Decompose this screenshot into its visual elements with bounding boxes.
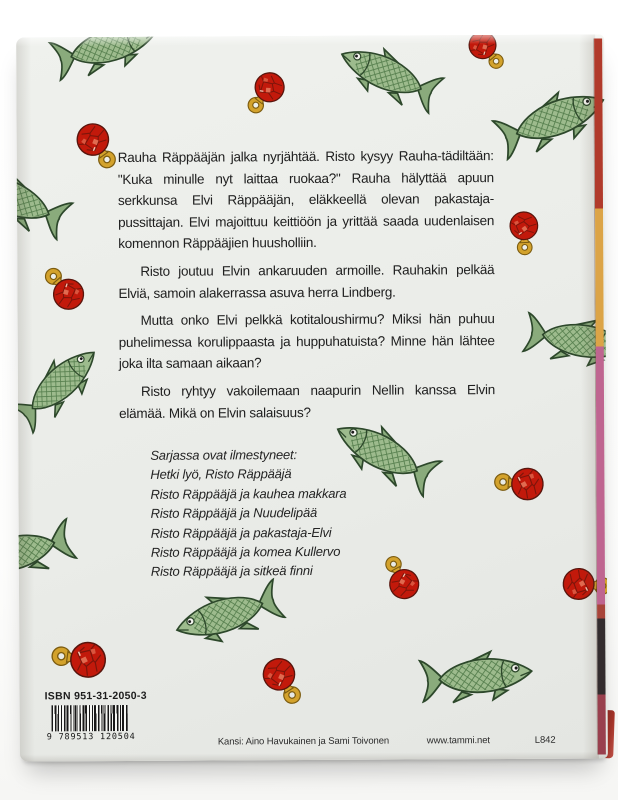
barcode-digits: 9 789513 120504 <box>46 731 136 743</box>
edge-segment-orange <box>595 208 604 346</box>
book-back-cover <box>16 34 608 761</box>
publisher-website: www.tammi.net <box>426 735 490 747</box>
series-title: Risto Räppääjä ja sitkeä finni <box>150 563 313 580</box>
cover-credits: Kansi: Aino Havukainen ja Sami Toivonen <box>217 735 390 748</box>
ornament-icon <box>235 62 295 124</box>
edge-segment-maroon <box>598 694 606 754</box>
fish-icon <box>417 644 537 708</box>
series-title: Risto Räppääjä ja kauhea makkara <box>150 485 347 502</box>
blurb-paragraph: Risto ryhtyy vakoilemaan naapurin Nellin kanssa Elvin elämää. Mikä on Elvin salaisuus? <box>119 381 495 421</box>
series-title: Hetki lyö, Risto Räppääjä <box>150 466 292 483</box>
ornament-icon <box>48 632 112 684</box>
fish-icon <box>16 153 77 246</box>
series-title: Risto Räppääjä ja Nuudelipää <box>150 505 318 522</box>
series-heading: Sarjassa ovat ilmestyneet: <box>150 447 297 463</box>
barcode-bars <box>52 705 128 731</box>
isbn-label: ISBN 951-31-2050-3 <box>44 689 147 703</box>
blurb-paragraph: Mutta onko Elvi pelkkä kotitaloushirmu? Miksi hän puhuu puhelimessa korulippaasta ja huppuhatuista? Minne hän lähtee joka ilta samaan aikaan? <box>118 311 495 372</box>
ornament-icon <box>33 257 96 321</box>
fish-icon <box>166 573 288 656</box>
print-code: L842 <box>534 734 556 746</box>
edge-segment-dark <box>597 618 605 694</box>
series-list <box>150 444 451 581</box>
footer-line <box>20 731 608 751</box>
edge-segment-pink <box>596 346 605 604</box>
bottom-edge-shading <box>20 751 608 761</box>
fish-icon <box>329 34 448 119</box>
ornament-icon <box>251 647 314 714</box>
cover-edge-strip <box>593 38 606 754</box>
ornament-icon <box>458 34 514 78</box>
edge-segment-rust <box>597 604 605 618</box>
fish-icon <box>16 512 79 592</box>
fish-icon <box>46 34 166 86</box>
blurb-paragraph: Risto joutuu Elvin ankaruuden armoille. Rauhakin pelkää Elviä, samoin alakerrassa asuva herra Lindberg. <box>118 262 495 301</box>
edge-segment-red <box>594 38 603 208</box>
series-title: Risto Räppääjä ja komea Kullervo <box>150 543 341 560</box>
ornament-icon <box>492 461 548 506</box>
fish-icon <box>16 333 112 438</box>
ornament-icon <box>505 208 543 256</box>
blurb-text <box>118 145 495 430</box>
fish-icon <box>489 74 608 166</box>
blurb-paragraph: Rauha Räppääjän jalka nyrjähtää. Risto kysyy Rauha-tädiltään: "Kuka minulle nyt laittaa ruokaa?" Rauha hälyttää apuun serkkunsa Elvi Räppääjän, eläkkeellä olevan pakastaja-pussittajan. Elvi majoittuu keittiöön ja yrittää saada uudenlaisen komennon Räppääjien huusholliin. <box>117 148 495 252</box>
series-title: Risto Räppääjä ja pakastaja-Elvi <box>150 524 332 541</box>
